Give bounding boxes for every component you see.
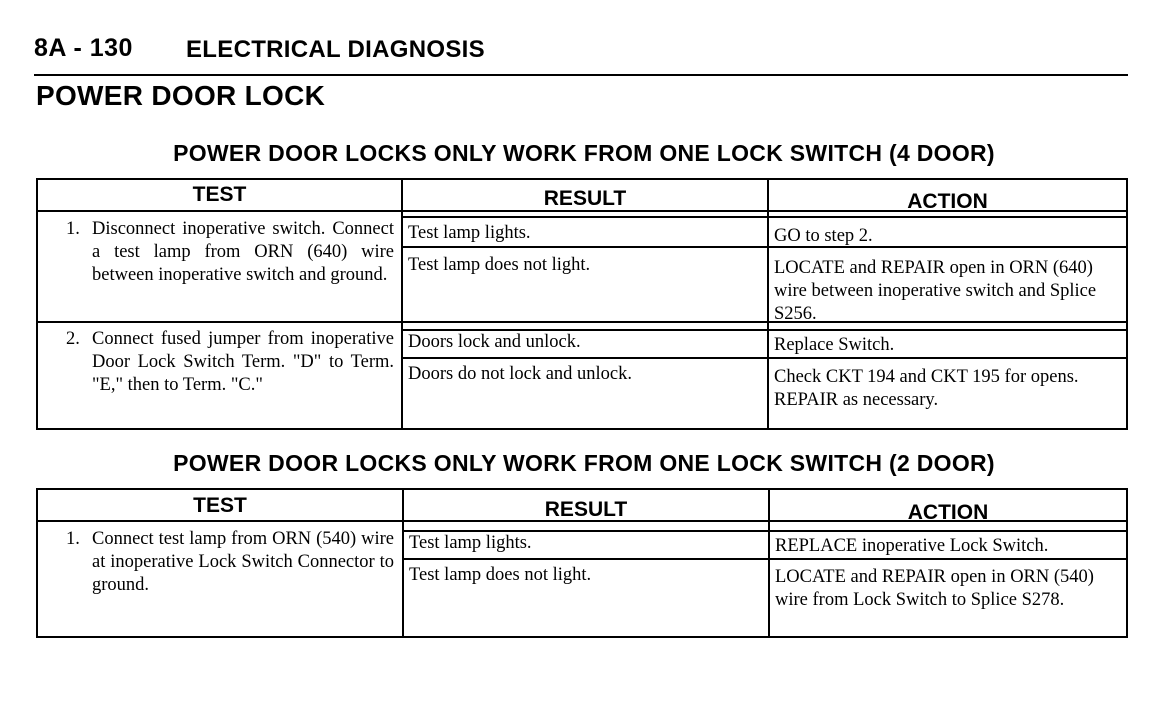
table-title-2-door: POWER DOOR LOCKS ONLY WORK FROM ONE LOCK SWITCH (2 DOOR) — [173, 450, 995, 476]
result-cell: Test lamp lights. — [409, 533, 532, 553]
action-cell: Check CKT 194 and CKT 195 for opens. REPAIR as necessary. — [774, 367, 1079, 410]
page-title: POWER DOOR LOCK — [36, 80, 326, 111]
test-description: Connect fused jumper from inoperative Door Lock Switch Term. "D" to Term. "E," then to Term. "C." — [92, 329, 394, 395]
test-description: Connect test lamp from ORN (540) wire at inoperative Lock Switch Connector to ground. — [92, 529, 394, 595]
column-header-test: TEST — [193, 494, 247, 517]
diagnosis-table-2-door — [36, 488, 1128, 638]
test-description: Disconnect inoperative switch. Connect a test lamp from ORN (640) wire between inoperative switch and ground. — [92, 219, 394, 285]
row-divider — [403, 246, 1126, 248]
section-title: ELECTRICAL DIAGNOSIS — [186, 36, 485, 63]
column-header-action: ACTION — [907, 501, 989, 524]
action-cell: Replace Switch. — [774, 335, 895, 355]
table-title-4-door: POWER DOOR LOCKS ONLY WORK FROM ONE LOCK SWITCH (4 DOOR) — [173, 140, 995, 166]
diagnosis-table-4-door — [36, 178, 1128, 430]
result-cell: Test lamp lights. — [408, 223, 531, 243]
result-cell: Doors do not lock and unlock. — [408, 364, 633, 384]
page-header — [34, 34, 1128, 76]
row-divider — [403, 216, 1126, 218]
page-number: 8A - 130 — [34, 34, 133, 62]
result-cell: Test lamp does not light. — [408, 255, 591, 275]
step-number: 2. — [66, 329, 80, 349]
column-header-test: TEST — [192, 183, 247, 206]
step-number: 1. — [66, 219, 80, 239]
row-divider — [404, 558, 1126, 560]
column-header-result: RESULT — [544, 498, 628, 521]
step-number: 1. — [66, 529, 80, 549]
column-header-result: RESULT — [543, 187, 627, 210]
action-cell: LOCATE and REPAIR open in ORN (540) wire from Lock Switch to Splice S278. — [775, 567, 1094, 610]
action-cell: GO to step 2. — [774, 226, 873, 246]
result-cell: Test lamp does not light. — [409, 565, 592, 585]
row-divider — [403, 357, 1126, 359]
action-cell: REPLACE inoperative Lock Switch. — [775, 536, 1049, 556]
result-cell: Doors lock and unlock. — [408, 332, 581, 352]
action-cell: LOCATE and REPAIR open in ORN (640) wire between inoperative switch and Splice S256. — [774, 258, 1097, 324]
column-header-action: ACTION — [907, 190, 988, 213]
